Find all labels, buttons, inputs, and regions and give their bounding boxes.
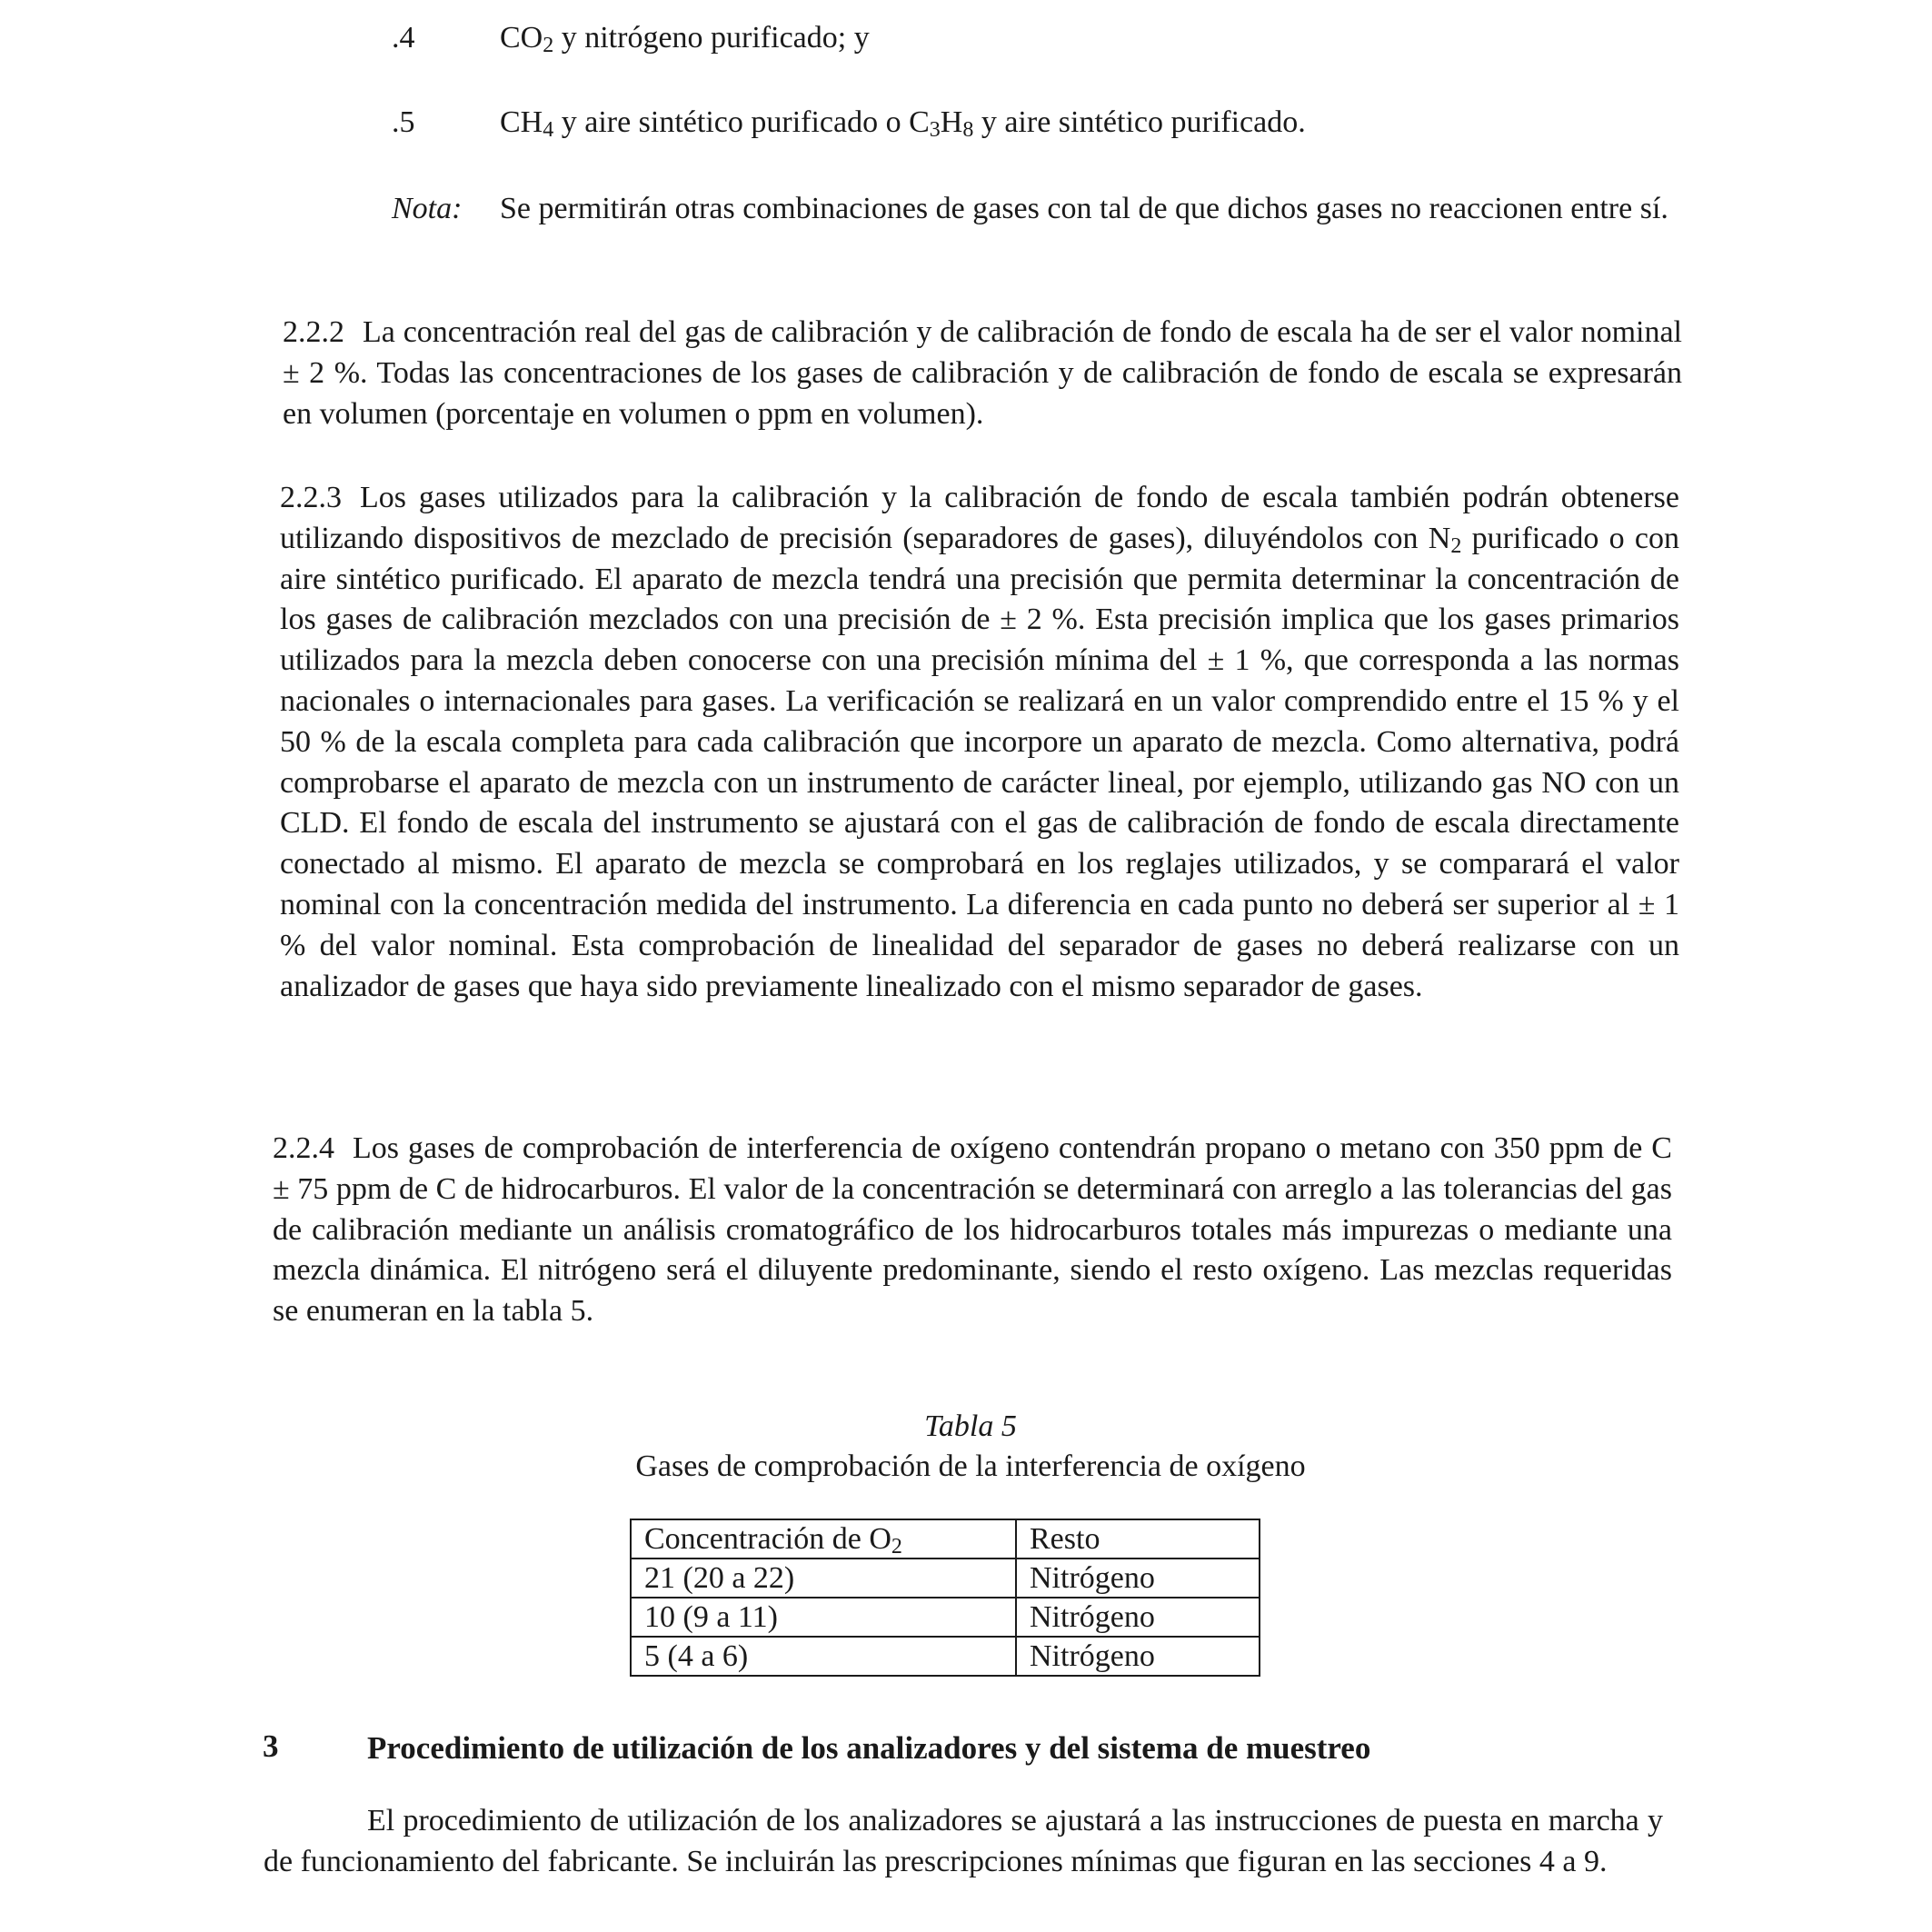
note-text: Se permitirán otras combinaciones de gases con tal de que dichos gases no reaccionen entre sí. xyxy=(500,192,1668,225)
table-row xyxy=(631,1637,1260,1676)
list-number-5: .5 xyxy=(392,105,415,139)
table-cell: 10 (9 a 11) xyxy=(631,1598,1016,1637)
table-cell: Nitrógeno xyxy=(1016,1598,1260,1637)
paragraph-number: 2.2.3 xyxy=(280,481,342,514)
note-label: Nota: xyxy=(392,192,463,225)
table-header-row xyxy=(631,1519,1260,1559)
section-3-paragraph: El procedimiento de utilización de los analizadores se ajustará a las instrucciones de puesta en marcha y de funcionamiento del fabricante. Se incluirán las prescripciones mínimas que figuran en las secciones 4 a 9. xyxy=(264,1804,1663,1878)
table-cell: 5 (4 a 6) xyxy=(631,1637,1016,1676)
paragraph-2-2-3: 2.2.3 Los gases utilizados para la calibración y la calibración de fondo de escala también podrán obtenerse utilizando dispositivos de mezclado de precisión (separadores de gases), diluyéndolos con $N_2$ purificado o con aire sintético purificado. El aparato de mezcla tendrá una precisión que permita determinar la concentración de los gases de calibración mezclados con una precisión de ± 2 %. Esta precisión implica que los gases primarios utilizados para la mezcla deben conocerse con una precisión mínima del ± 1 %, que corresponda a las normas nacionales o internacionales para gases. La verificación se realizará en un valor comprendido entre el 15 % y el 50 % de la escala completa para cada calibración que incorpore un aparato de mezcla. Como alternativa, podrá comprobarse el aparato de mezcla con un instrumento de carácter lineal, por ejemplo, utilizando gas NO con un CLD. El fondo de escala del instrumento se ajustará con el gas de calibración de fondo de escala directamente conectado al mismo. El aparato de mezcla se comprobará en los reglajes utilizados, y se comparará el valor nominal con la concentración medida del instrumento. La diferencia en cada punto no deberá ser superior al ± 1 % del valor nominal. Esta comprobación de linealidad del separador de gases no deberá realizarse con un analizador de gases que haya sido previamente linealizado con el mismo separador de gases. xyxy=(280,481,1679,1003)
paragraph-2-2-2: 2.2.2 La concentración real del gas de calibración y de calibración de fondo de escala ha de ser el valor nominal ± 2 %. Todas las concentraciones de los gases de calibración y de calibración de fondo de escala se expresarán en volumen (porcentaje en volumen o ppm en volumen). xyxy=(283,315,1682,431)
table-cell: Nitrógeno xyxy=(1016,1637,1260,1676)
table-cell: Nitrógeno xyxy=(1016,1559,1260,1598)
table-caption: Gases de comprobación de la interferencia de oxígeno xyxy=(635,1449,1306,1483)
section-number: 3 xyxy=(263,1728,279,1764)
table-row xyxy=(631,1598,1260,1637)
table-row xyxy=(631,1559,1260,1598)
oxygen-interference-table xyxy=(630,1519,1260,1677)
table-cell: 21 (20 a 22) xyxy=(631,1559,1016,1598)
table-header-cell: Concentración de $O_2$ xyxy=(631,1519,1016,1559)
list-item-5-text: $CH_4$ y aire sintético purificado o $C_3H_8$ y aire sintético purificado. xyxy=(500,105,1306,142)
paragraph-number: 2.2.2 xyxy=(283,315,344,349)
list-number-4: .4 xyxy=(392,21,415,55)
paragraph-number: 2.2.4 xyxy=(273,1131,334,1165)
paragraph-2-2-4: 2.2.4 Los gases de comprobación de interferencia de oxígeno contendrán propano o metano con 350 ppm de C ± 75 ppm de C de hidrocarburos. El valor de la concentración se determinará con arreglo a las tolerancias del gas de calibración mediante un análisis cromatográfico de los hidrocarburos totales más impurezas o mediante una mezcla dinámica. El nitrógeno será el diluyente predominante, siendo el resto oxígeno. Las mezclas requeridas se enumeran en la tabla 5. xyxy=(273,1131,1672,1329)
table-header-cell: Resto xyxy=(1016,1519,1260,1559)
list-item-4-text: $CO_2$ y nitrógeno purificado; y xyxy=(500,21,870,57)
section-title: Procedimiento de utilización de los analizadores y del sistema de muestreo xyxy=(367,1730,1371,1766)
table-label: Tabla 5 xyxy=(924,1409,1017,1443)
